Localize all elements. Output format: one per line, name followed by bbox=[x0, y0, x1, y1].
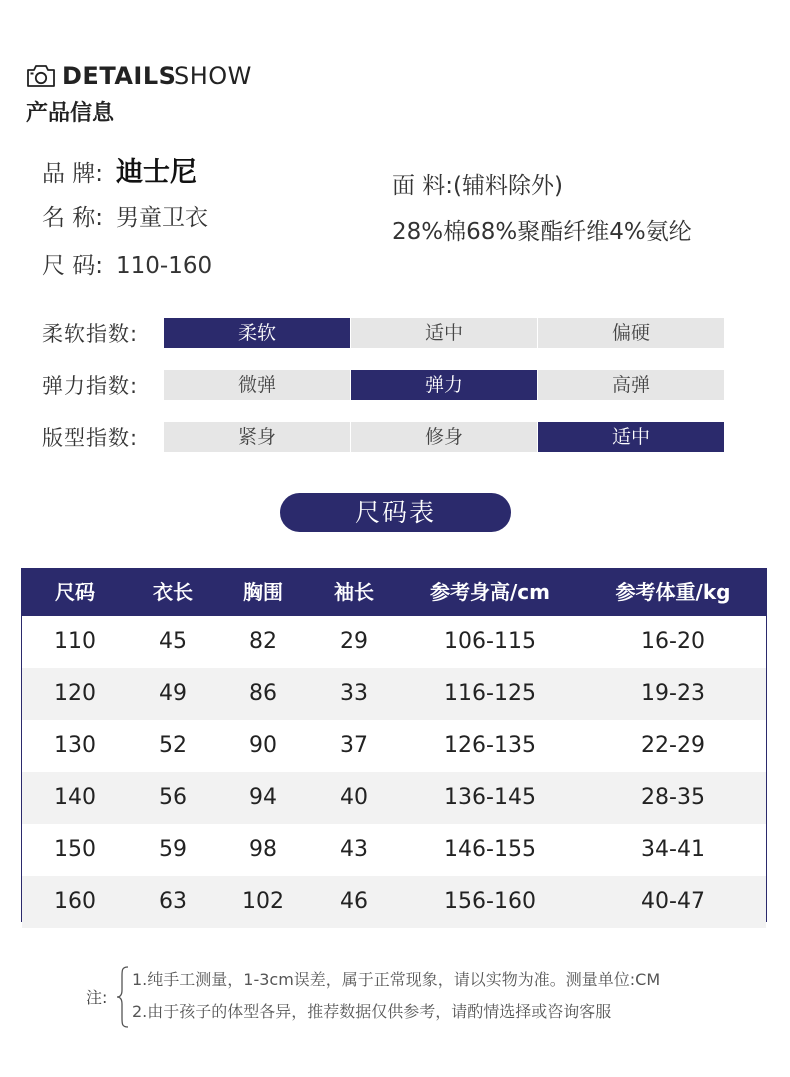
cell-weight: 19-23 bbox=[641, 681, 705, 706]
size-line bbox=[42, 247, 212, 280]
header-length: 衣长 bbox=[153, 580, 193, 604]
cell-length: 56 bbox=[159, 785, 187, 810]
header-sleeve: 袖长 bbox=[334, 580, 374, 604]
softness-option: 适中 bbox=[351, 318, 537, 348]
header-subtitle: 产品信息 bbox=[26, 101, 115, 126]
cell-chest: 102 bbox=[242, 889, 284, 914]
softness-option: 柔软 bbox=[164, 318, 350, 348]
cell-length: 59 bbox=[159, 837, 187, 862]
fabric-label: 面 料:(辅料除外) bbox=[392, 173, 564, 199]
fit-index-row bbox=[164, 422, 724, 452]
size-value: 110-160 bbox=[116, 253, 213, 279]
cell-length: 45 bbox=[159, 629, 187, 654]
cell-size: 110 bbox=[54, 629, 96, 654]
fit-index-label: 版型指数: bbox=[42, 426, 139, 450]
note-item: 2.由于孩子的体型各异，推荐数据仅供参考，请酌情选择或咨询客服 bbox=[132, 1002, 612, 1021]
brace-icon bbox=[116, 966, 130, 1028]
elasticity-index-row bbox=[164, 370, 724, 400]
header-chest: 胸围 bbox=[243, 580, 283, 604]
cell-weight: 28-35 bbox=[641, 785, 705, 810]
fit-option: 紧身 bbox=[164, 422, 350, 452]
name-value: 男童卫衣 bbox=[116, 205, 208, 231]
cell-chest: 90 bbox=[249, 733, 277, 758]
cell-height: 156-160 bbox=[444, 889, 536, 914]
softness-index-label: 柔软指数: bbox=[42, 322, 139, 346]
table-header bbox=[22, 569, 766, 616]
cell-weight: 22-29 bbox=[641, 733, 705, 758]
cell-sleeve: 46 bbox=[340, 889, 368, 914]
table-row bbox=[22, 772, 766, 824]
size-table bbox=[21, 568, 767, 922]
elasticity-option: 弹力 bbox=[351, 370, 537, 400]
header-height: 参考身高/cm bbox=[430, 580, 550, 604]
table-row bbox=[22, 876, 766, 928]
cell-height: 136-145 bbox=[444, 785, 536, 810]
cell-size: 150 bbox=[54, 837, 96, 862]
size-chart-title: 尺码表 bbox=[280, 493, 511, 532]
softness-index-row bbox=[164, 318, 724, 348]
elasticity-index-label: 弹力指数: bbox=[42, 374, 139, 398]
cell-sleeve: 43 bbox=[340, 837, 368, 862]
notes-label: 注: bbox=[86, 988, 108, 1007]
fit-option: 修身 bbox=[351, 422, 537, 452]
cell-sleeve: 29 bbox=[340, 629, 368, 654]
table-row bbox=[22, 720, 766, 772]
elasticity-option: 微弹 bbox=[164, 370, 350, 400]
cell-chest: 94 bbox=[249, 785, 277, 810]
cell-weight: 34-41 bbox=[641, 837, 705, 862]
brand-value: 迪士尼 bbox=[116, 157, 197, 188]
cell-size: 130 bbox=[54, 733, 96, 758]
cell-sleeve: 37 bbox=[340, 733, 368, 758]
cell-sleeve: 40 bbox=[340, 785, 368, 810]
name-label: 名 称: bbox=[42, 205, 104, 231]
cell-height: 106-115 bbox=[444, 629, 536, 654]
cell-weight: 40-47 bbox=[641, 889, 705, 914]
name-line bbox=[42, 199, 208, 232]
header-size: 尺码 bbox=[55, 580, 95, 604]
cell-sleeve: 33 bbox=[340, 681, 368, 706]
table-row bbox=[22, 616, 766, 668]
softness-option: 偏硬 bbox=[538, 318, 724, 348]
header-weight: 参考体重/kg bbox=[615, 580, 731, 604]
brand-label: 品 牌: bbox=[42, 161, 104, 187]
cell-length: 63 bbox=[159, 889, 187, 914]
size-label: 尺 码: bbox=[42, 253, 104, 279]
header-title-light: SHOW bbox=[174, 62, 252, 90]
cell-size: 120 bbox=[54, 681, 96, 706]
header-title-bold: DETAILS bbox=[62, 62, 177, 90]
cell-chest: 82 bbox=[249, 629, 277, 654]
cell-height: 126-135 bbox=[444, 733, 536, 758]
cell-size: 160 bbox=[54, 889, 96, 914]
cell-length: 49 bbox=[159, 681, 187, 706]
cell-length: 52 bbox=[159, 733, 187, 758]
cell-height: 146-155 bbox=[444, 837, 536, 862]
table-row bbox=[22, 668, 766, 720]
camera-icon bbox=[26, 64, 56, 88]
fabric-composition: 28%棉68%聚酯纤维4%氨纶 bbox=[392, 219, 692, 245]
cell-height: 116-125 bbox=[444, 681, 536, 706]
cell-size: 140 bbox=[54, 785, 96, 810]
cell-chest: 86 bbox=[249, 681, 277, 706]
fit-option: 适中 bbox=[538, 422, 724, 452]
cell-chest: 98 bbox=[249, 837, 277, 862]
cell-weight: 16-20 bbox=[641, 629, 705, 654]
elasticity-option: 高弹 bbox=[538, 370, 724, 400]
brand-line bbox=[42, 150, 197, 189]
note-item: 1.纯手工测量，1-3cm误差，属于正常现象，请以实物为准。测量单位:CM bbox=[132, 970, 661, 989]
table-row bbox=[22, 824, 766, 876]
